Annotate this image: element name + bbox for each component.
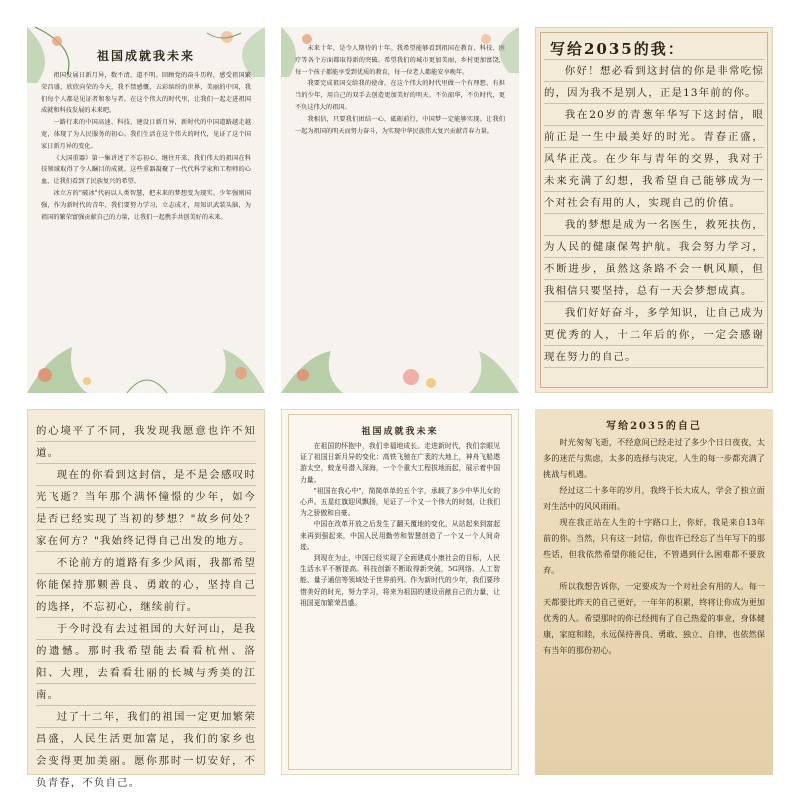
paragraph: 你好！想必看到这封信的你是非常吃惊的，因为我不是别人，正是13年前的你。 xyxy=(544,65,764,99)
essay-page-5[interactable] xyxy=(281,409,519,775)
page-text xyxy=(295,43,505,343)
essay-page-2[interactable] xyxy=(281,27,519,393)
paragraph: 到现在为止，中国已经实现了全面建成小康社会的目标，人民生活水平不断提高。科技创新不断取得新突破，5G网络、人工智能、量子通信等领域处于世界前列。作为新时代的少年，我们要珍惜美好的时光，努力学习，将来为祖国的建设贡献自己的力量，让祖国更加繁荣昌盛。 xyxy=(300,554,500,607)
essay-page-1[interactable] xyxy=(27,27,265,393)
essay-page-6[interactable] xyxy=(535,409,773,775)
paragraph: 我们好好奋斗，多学知识，让自己成为更优秀的人，十二年后的你，一定会感谢现在努力的自己。 xyxy=(544,307,764,363)
page-text xyxy=(41,43,251,343)
page-text xyxy=(300,422,500,764)
floral-border-bottom xyxy=(281,337,519,393)
paragraph: 在祖国的怀抱中，我们幸福地成长。走进新时代，我们亲眼见证了祖国日新月异的变化：高铁飞驰在广袤的大地上，神舟飞船遨游太空，蛟龙号潜入深海，一个个重大工程拔地而起，展示着中国力量。 xyxy=(300,442,500,484)
essay-page-4[interactable] xyxy=(27,409,265,789)
paragraph: 现在我正站在人生的十字路口上，你好，我是来自13年前的你。当然，只有这一封信，你也许已经忘了当年写下的那些话，但我依然希望你能记住，不管遇到什么困难都不要放弃。 xyxy=(543,517,765,575)
paragraph: 祖国发展日新月异，数不清，道不明。回顾党的奋斗历程，感受祖国繁荣昌盛，欣欣向荣的今天，我不禁感慨，五彩缤纷的世界，美丽的中国，我们每个人都是见证者和参与者。在这个伟大的时代里，让我们一起走进祖国成就和科技发展的未来吧。 xyxy=(41,72,251,115)
page-text xyxy=(36,420,256,789)
page-text xyxy=(543,415,765,769)
paragraph: 现在的你看到这封信，是不是会感叹时光飞逝？当年那个满怀憧憬的少年，如今是否已经实现了当初的梦想？"故乡何处？家在何方？"我始终记得自己出发的地方。 xyxy=(36,469,256,547)
page-text xyxy=(544,38,764,384)
paragraph: 中国在改革开放之后发生了翻天覆地的变化，从站起来到富起来再到强起来，中国人民用勤劳和智慧创造了一个又一个人间奇迹。 xyxy=(300,520,500,551)
paragraph: 未来十年，是令人期待的十年。我希望能够看到祖国在教育、科技、医疗等各个方面都取得新的突破。希望我们的城市更加美丽，乡村更加富饶，每一个孩子都能享受到优质的教育，每一位老人都能安享晚年。 xyxy=(295,45,505,76)
paragraph: 的心境平了不同，我发现我愿意也许不知道。 xyxy=(36,425,256,459)
essay-page-3[interactable] xyxy=(535,27,773,393)
paragraph: 我相信，只要我们团结一心，砥砺前行，中国梦一定能够实现。让我们一起为祖国的明天而努力奋斗，为实现中华民族伟大复兴贡献青春力量。 xyxy=(295,115,505,135)
paragraph: 所以我想告诉你，一定要成为一个对社会有用的人。每一天都要比昨天的自己更好，一年年的积累，终将让你成为更加优秀的人。希望那时的你已经拥有了自己热爱的事业，身体健康，家庭和睦，永远保持善良、勇敢、独立、自律，也依然保有当年的那份初心。 xyxy=(543,581,765,655)
paragraph: 不论前方的道路有多少风雨，我都希望你能保持那颗善良、勇敢的心，坚持自己的选择，不忘初心，继续前行。 xyxy=(36,557,256,613)
paragraph: 于今时没有去过祖国的大好河山，是我的遗憾。那时我希望能去看看杭州、洛阳、大理，去看看壮丽的长城与秀美的江南。 xyxy=(36,623,256,701)
paragraph: 我的梦想是成为一名医生，救死扶伤，为人民的健康保驾护航。我会努力学习，不断进步，虽然这条路不会一帆风顺，但我相信只要坚持，总有一天会梦想成真。 xyxy=(544,219,764,297)
floral-border-bottom xyxy=(27,337,265,393)
paragraph: 一路行来的中国高速、科技、建设日新月异，新时代的中国道路越走越宽，体现了为人民服务的初心。我们生活在这个伟大的时代，见证了这个国家日新月异的变化。 xyxy=(41,119,251,150)
paragraph: 我要完成祖国交给我的使命，在这个伟大的时代里做一个有理想、有担当的少年，用自己的双手去创造更加美好的明天。不负韶华，不负时代，更不负这伟大的祖国。 xyxy=(295,80,505,111)
paragraph: 时光匆匆飞逝，不经意间已经走过了多少个日日夜夜，太多的迷茫与焦虑，太多的选择与决定，人生的每一步都充满了挑战与机遇。 xyxy=(543,437,765,479)
page-title: 写给2035的自己 xyxy=(606,421,702,432)
paragraph: 过了十二年，我们的祖国一定更加繁荣昌盛，人民生活更加富足，我们的家乡也会变得更加美丽。愿你那时一切安好，不负青春，不负自己。 xyxy=(36,711,256,789)
page-title: 祖国成就我未来 xyxy=(96,49,195,63)
paragraph: 《大国重器》第一集讲述了不忘初心、继往开来，我们伟大的祖国在科技领域取得了令人瞩目的成就。这些重器凝聚了一代代科学家和工程师的心血，让我们看到了民族复兴的希望。 xyxy=(41,154,251,186)
paragraph: 经过这二十多年的岁月，我终于长大成人，学会了独立面对生活中的风风雨雨。 xyxy=(543,485,765,511)
paragraph: 我在20岁的青葱年华写下这封信，眼前正是一生中最美好的时光。青春正盛，风华正茂。在少年与青年的交界，我对于未来充满了幻想，我希望自己能够成为一个对社会有用的人，实现自己的价值。 xyxy=(544,109,764,209)
paragraph: 冰立方的"破冰"代码以人类智慧，把未来的梦想变为现实。少年强则国强，作为新时代的青年，我们要努力学习，立志成才，用知识武装头脑，为祖国的繁荣富强贡献自己的力量，让我们一起携手共创美好的未来。 xyxy=(41,189,251,221)
paragraph: "祖国在我心中"，简简单单的五个字，承载了多少中华儿女的心声。五星红旗迎风飘扬，见证了一个又一个伟大的时刻，让我们为之骄傲和自豪。 xyxy=(300,486,500,518)
page-title: 写给2035的我： xyxy=(550,40,685,58)
page-title: 祖国成就我未来 xyxy=(361,427,439,437)
